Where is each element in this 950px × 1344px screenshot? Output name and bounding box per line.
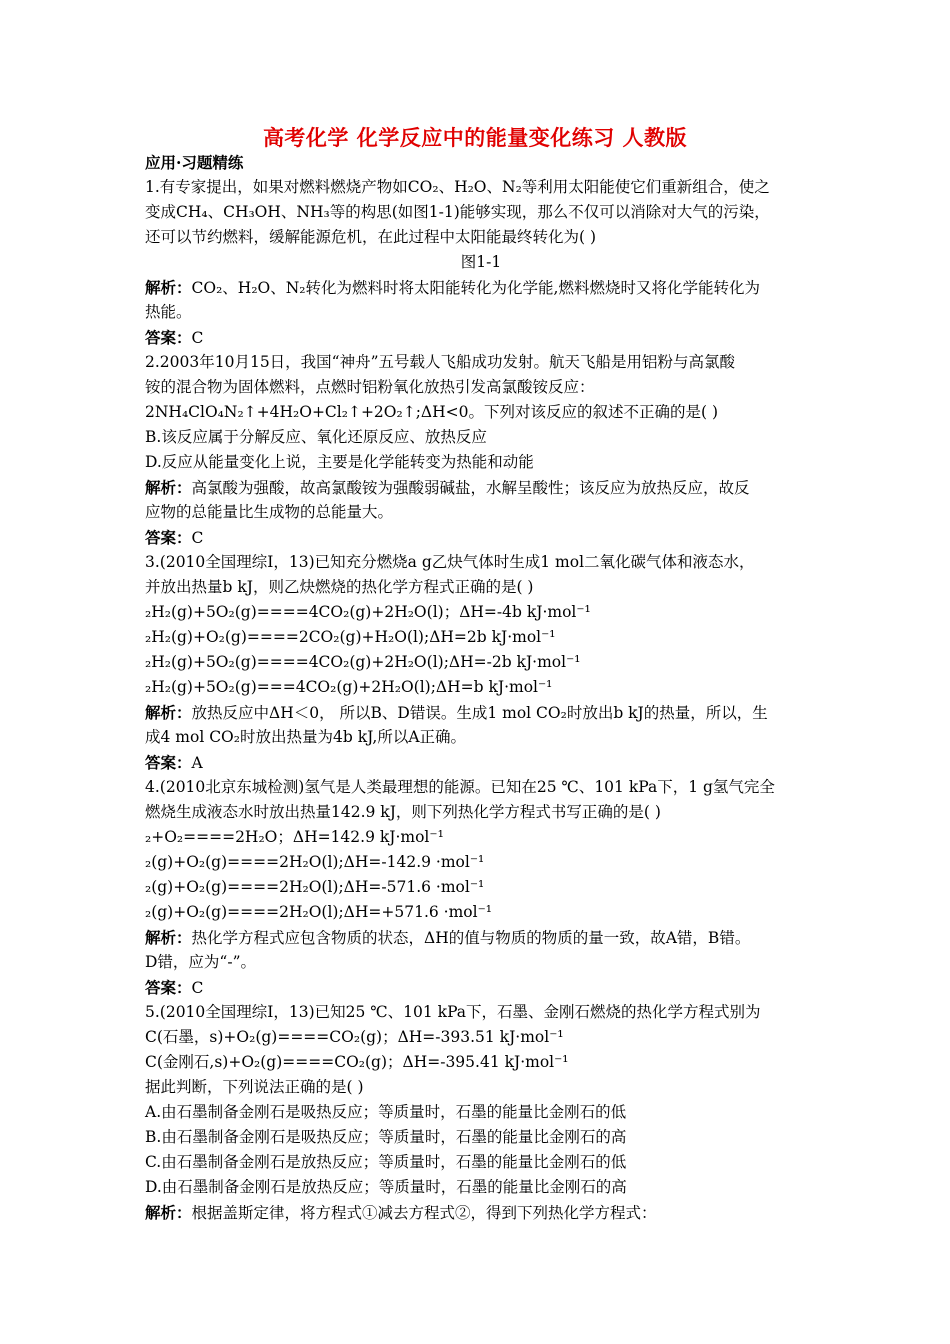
line-text: 并放出热量b kJ，则乙炔燃烧的热化学方程式正确的是( ) (145, 578, 534, 596)
line-label: 解析： (145, 1203, 192, 1222)
text-line (145, 175, 817, 200)
text-line (145, 1075, 817, 1100)
labeled-line (145, 700, 817, 725)
text-line (145, 825, 817, 850)
line-text: ₂H₂(g)+5O₂(g)====4CO₂(g)+2H₂O(l)；ΔH=-4b kJ·mol⁻¹ (145, 603, 591, 621)
line-text: 铵的混合物为固体燃料，点燃时铝粉氧化放热引发高氯酸铵反应： (145, 378, 595, 396)
text-line (145, 625, 817, 650)
line-text: C(石墨，s)+O₂(g)====CO₂(g)；ΔH=-393.51 kJ·mol⁻¹ (145, 1028, 564, 1046)
line-label: 解析： (145, 478, 192, 497)
text-line (145, 1100, 817, 1125)
line-text: A.由石墨制备金刚石是吸热反应；等质量时，石墨的能量比金刚石的低 (145, 1103, 627, 1121)
line-text: A (191, 754, 203, 772)
line-text: B.该反应属于分解反应、氧化还原反应、放热反应 (145, 428, 487, 446)
line-text: 热化学方程式应包含物质的状态，ΔH的值与物质的物质的量一致，故A错，B错。 (191, 929, 751, 947)
line-text: 应物的总能量比生成物的总能量大。 (145, 503, 394, 521)
line-text: ₂H₂(g)+O₂(g)====2CO₂(g)+H₂O(l);ΔH=2b kJ·mol⁻¹ (145, 628, 556, 646)
labeled-line (145, 925, 817, 950)
section-heading: 应用·习题精练 (145, 153, 244, 172)
labeled-line (145, 325, 817, 350)
text-line (145, 875, 817, 900)
text-line (145, 675, 817, 700)
text-line (145, 550, 817, 575)
line-label: 答案： (145, 328, 192, 347)
text-line (145, 300, 817, 325)
line-text: 4.(2010北京东城检测)氢气是人类最理想的能源。已知在25 ℃、101 kPa下，1 g氢气完全 (145, 778, 775, 796)
line-text: ₂(g)+O₂(g)====2H₂O(l);ΔH=-142.9 ·mol⁻¹ (145, 853, 485, 871)
text-line (145, 225, 817, 250)
line-text: 1.有专家提出，如果对燃料燃烧产物如CO₂、H₂O、N₂等利用太阳能使它们重新组合，使之 (145, 178, 770, 196)
text-line (145, 400, 817, 425)
text-line (145, 950, 817, 975)
line-text: 高氯酸为强酸，故高氯酸铵为强酸弱碱盐，水解呈酸性；该反应为放热反应，故反 (191, 479, 750, 497)
line-text: 2NH₄ClO₄N₂↑+4H₂O+Cl₂↑+2O₂↑;ΔH<0。下列对该反应的叙述不正确的是( ) (145, 403, 719, 421)
line-text: ₂H₂(g)+5O₂(g)====4CO₂(g)+2H₂O(l);ΔH=-2b kJ·mol⁻¹ (145, 653, 581, 671)
line-text: 还可以节约燃料，缓解能源危机，在此过程中太阳能最终转化为( ) (145, 228, 597, 246)
line-label: 答案： (145, 753, 192, 772)
text-line (145, 450, 817, 475)
text-line (145, 1025, 817, 1050)
line-label: 解析： (145, 928, 192, 947)
line-text: C.由石墨制备金刚石是放热反应；等质量时，石墨的能量比金刚石的低 (145, 1153, 627, 1171)
line-text: 变成CH₄、CH₃OH、NH₃等的构思(如图1-1)能够实现，那么不仅可以消除对大气的污染， (145, 203, 770, 221)
line-label: 答案： (145, 978, 192, 997)
line-text: 2.2003年10月15日，我国“神舟”五号载人飞船成功发射。航天飞船是用铝粉与高氯酸 (145, 353, 736, 371)
line-text: CO₂、H₂O、N₂转化为燃料时将太阳能转化为化学能,燃料燃烧时又将化学能转化为 (191, 279, 760, 297)
text-line (145, 200, 817, 225)
labeled-line (145, 1200, 817, 1225)
line-text: C (191, 979, 204, 997)
line-text: D.由石墨制备金刚石是放热反应；等质量时，石墨的能量比金刚石的高 (145, 1178, 627, 1196)
line-text: 据此判断，下列说法正确的是( ) (145, 1078, 364, 1096)
text-line (145, 1175, 817, 1200)
line-text: 根据盖斯定律，将方程式①减去方程式②，得到下列热化学方程式： (191, 1204, 657, 1222)
text-line (145, 575, 817, 600)
figure-caption (145, 250, 817, 275)
document-body (145, 150, 817, 1225)
line-text: 图1-1 (460, 253, 502, 271)
line-text: D.反应从能量变化上说，主要是化学能转变为热能和动能 (145, 453, 534, 471)
line-text: D错，应为“-”。 (145, 953, 257, 971)
line-text: 燃烧生成液态水时放出热量142.9 kJ，则下列热化学方程式书写正确的是( ) (145, 803, 661, 821)
text-line (145, 800, 817, 825)
line-text: ₂H₂(g)+5O₂(g)===4CO₂(g)+2H₂O(l);ΔH=b kJ·mol⁻¹ (145, 678, 553, 696)
line-text: 3.(2010全国理综Ⅰ，13)已知充分燃烧a g乙炔气体时生成1 mol二氧化碳气体和液态水， (145, 553, 755, 571)
text-line (145, 350, 817, 375)
line-label: 答案： (145, 528, 192, 547)
text-line (145, 1125, 817, 1150)
line-text: ₂+O₂====2H₂O；ΔH=142.9 kJ·mol⁻¹ (145, 828, 444, 846)
labeled-line (145, 750, 817, 775)
line-text: 热能。 (145, 303, 192, 321)
text-line (145, 500, 817, 525)
text-line (145, 1050, 817, 1075)
text-line (145, 650, 817, 675)
text-line (145, 900, 817, 925)
line-text: C(金刚石,s)+O₂(g)====CO₂(g)；ΔH=-395.41 kJ·mol⁻¹ (145, 1053, 569, 1071)
text-line (145, 425, 817, 450)
line-text: ₂(g)+O₂(g)====2H₂O(l);ΔH=+571.6 ·mol⁻¹ (145, 903, 492, 921)
line-label: 解析： (145, 278, 192, 297)
text-line (145, 775, 817, 800)
text-line (145, 850, 817, 875)
labeled-line (145, 275, 817, 300)
line-text: C (191, 529, 204, 547)
line-text: C (191, 329, 204, 347)
text-lines (145, 175, 817, 1225)
text-line (145, 375, 817, 400)
text-line (145, 1150, 817, 1175)
labeled-line (145, 525, 817, 550)
text-line (145, 725, 817, 750)
document-title: 高考化学 化学反应中的能量变化练习 人教版 (262, 125, 688, 150)
text-line (145, 1000, 817, 1025)
line-label: 解析： (145, 703, 192, 722)
text-line (145, 600, 817, 625)
labeled-line (145, 475, 817, 500)
line-text: B.由石墨制备金刚石是吸热反应；等质量时，石墨的能量比金刚石的高 (145, 1128, 627, 1146)
line-text: 成4 mol CO₂时放出热量为4b kJ,所以A正确。 (145, 728, 467, 746)
labeled-line (145, 975, 817, 1000)
line-text: 5.(2010全国理综Ⅰ，13)已知25 ℃、101 kPa下，石墨、金刚石燃烧的热化学方程式别为 (145, 1003, 761, 1021)
line-text: ₂(g)+O₂(g)====2H₂O(l);ΔH=-571.6 ·mol⁻¹ (145, 878, 485, 896)
line-text: 放热反应中ΔH＜0， 所以B、D错误。生成1 mol CO₂时放出b kJ的热量，所以，生 (191, 704, 768, 722)
